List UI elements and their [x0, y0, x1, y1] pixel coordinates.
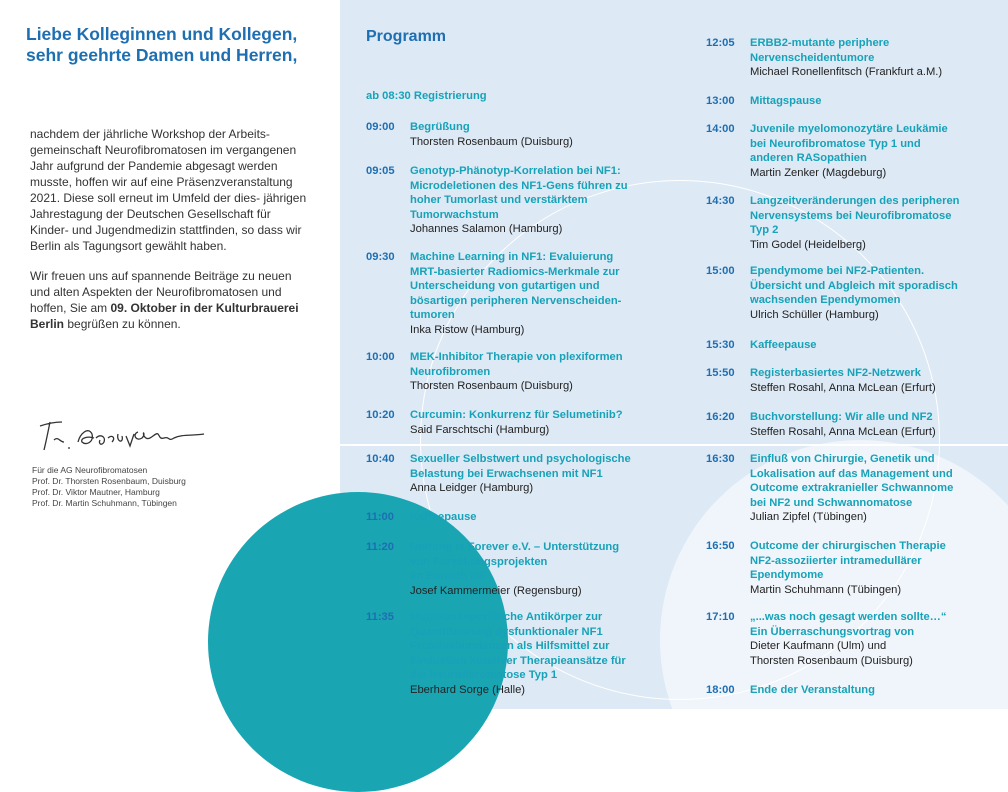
entry-title — [410, 510, 477, 525]
entry-title — [750, 194, 960, 238]
entry-title — [410, 408, 623, 423]
entry-title-line: Evaluation kurativer Therapieansätze für — [410, 654, 626, 667]
entry-title-line: Belastung bei Erwachsenen mit NF1 — [410, 467, 603, 480]
entry-title-line: Ependymome bei NF2-Patienten. — [750, 265, 925, 277]
entry-title-line: Lokalisation auf das Management und — [750, 467, 953, 480]
intro-paragraph-2 — [30, 268, 312, 332]
entry-title-line: Kaffeepause — [410, 511, 477, 523]
intro-p2-start: Wir freuen uns auf spannende Beiträge zu neuen und alten Aspekten der Neurofibromatosen und hoffen, Sie am — [30, 269, 292, 315]
entry-title — [750, 122, 948, 166]
entry-title-line: bei NF2 und Schwannomatose — [750, 496, 913, 509]
signers-line: Prof. Dr. Viktor Mautner, Hamburg — [32, 487, 160, 497]
entry-time: 14:00 — [706, 123, 735, 135]
entry-speaker: Martin Schuhmann (Tübingen) — [750, 583, 902, 596]
entry-title — [410, 350, 623, 379]
entry-speaker: Julian Zipfel (Tübingen) — [750, 511, 867, 523]
entry-title-line: Einfluß von Chirurgie, Genetik und — [750, 453, 935, 465]
entry-title-line: tumoren — [410, 309, 455, 321]
entry-title-line: Quantifizierung dysfunktionaler NF1 — [410, 625, 603, 638]
entry-title-line: Outcome der chirurgischen Therapie — [750, 540, 946, 552]
signers-line: Für die AG Neurofibromatosen — [32, 465, 148, 475]
entry-title-line: Curcumin: Konkurrenz für Selumetinib? — [410, 409, 623, 421]
entry-title-line: Machine Learning in NF1: Evaluierung — [410, 251, 614, 263]
entry-title-line: „...was noch gesagt werden sollte…“ — [750, 611, 947, 623]
entry-speaker: Steffen Rosahl, Anna McLean (Erfurt) — [750, 425, 936, 438]
entry-speaker: Dieter Kaufmann (Ulm) und Thorsten Rosenbaum (Duisburg) — [750, 640, 913, 667]
entry-title — [750, 539, 946, 583]
entry-time: 11:00 — [366, 511, 394, 523]
signature-image — [32, 412, 222, 456]
entry-time: 13:00 — [706, 95, 735, 107]
entry-time: 15:00 — [706, 265, 735, 277]
entry-title-line: Neurofibromen — [410, 365, 491, 378]
entry-title-line: MRT-basierter Radiomics-Merkmale zur — [410, 265, 620, 278]
entry-title-line: Übersicht und Abgleich mit sporadisch — [750, 279, 958, 292]
entry-speaker: Thorsten Rosenbaum (Duisburg) — [410, 380, 573, 392]
entry-title-line: Microdeletionen des NF1-Gens führen zu — [410, 179, 628, 192]
entry-time: 11:35 — [366, 611, 394, 623]
entry-title-line: Tumorwachstum — [410, 208, 499, 221]
entry-time: 12:05 — [706, 37, 735, 49]
greeting-line-2: sehr geehrte Damen und Herren, — [26, 45, 298, 65]
entry-title-line: Nothing is Forever e.V. – Unterstützung — [410, 541, 620, 553]
entry-title — [410, 120, 470, 135]
entry-title-line: wachsenden Ependymomen — [750, 294, 901, 306]
entry-title-line: im Bereich NF — [410, 570, 486, 582]
program-title: Programm — [366, 28, 447, 45]
entry-title — [410, 540, 619, 584]
intro-paragraph-1: nachdem der jährliche Workshop der Arbeits- gemeinschaft Neurofibromatosen im vergangenen Jahr aufgrund der Pandemie abgesagt werden musste, hoffen wir auf eine Präsenzveranstaltung 2021. Diese soll erneut im Umfeld der dies- jährigen Jahrestagung der Deutschen Gesellschaft für Kinder- und Jugendmedizin stattfinden, so dass wir Berlin als Tagungsort gewählt haben. — [30, 127, 307, 253]
entry-time: 15:50 — [706, 367, 735, 379]
entry-title-line: Sexueller Selbstwert und psychologische — [410, 453, 631, 465]
entry-title — [750, 338, 817, 353]
entry-title-line: MEK-Inhibitor Therapie von plexiformen — [410, 351, 623, 363]
entry-title-line: die Neurofibromatose Typ 1 — [410, 669, 558, 681]
entry-speaker: Eberhard Sorge (Halle) — [410, 683, 526, 696]
entry-time: 09:05 — [366, 165, 395, 177]
entry-time: 14:30 — [706, 195, 735, 207]
entry-time: 11:20 — [366, 541, 394, 553]
entry-title — [410, 452, 631, 481]
entry-title-line: NF2-assoziierter intramedullärer — [750, 554, 922, 567]
entry-title-line: Registerbasiertes NF2-Netzwerk — [750, 367, 921, 379]
entry-time: 17:10 — [706, 611, 735, 623]
entry-title — [750, 683, 875, 698]
entry-title-line: Begrüßung — [410, 121, 470, 133]
entry-title — [750, 264, 958, 308]
entry-title-line: Ependymome — [750, 569, 824, 581]
entry-speaker: Steffen Rosahl, Anna McLean (Erfurt) — [750, 381, 936, 394]
entry-speaker: Anna Leidger (Hamburg) — [410, 482, 534, 494]
entry-title-line: Proteinabundanzen als Hilfsmittel zur — [410, 640, 610, 652]
entry-title — [750, 36, 889, 65]
intro-p2-highlight: 09. Oktober in der Kulturbrauerei Berlin — [30, 301, 299, 331]
entry-title — [750, 410, 933, 425]
signers-line: Prof. Dr. Martin Schuhmann, Tübingen — [32, 498, 177, 508]
entry-title-line: Mutationsspezifische Antikörper zur — [410, 611, 603, 623]
entry-title-line: bei Neurofibromatose Typ 1 und — [750, 137, 921, 150]
entry-speaker: Michael Ronellenfitsch (Frankfurt a.M.) — [750, 66, 943, 78]
intro-text — [30, 126, 312, 346]
entry-title-line: Mittagspause — [750, 95, 822, 107]
entry-title-line: ERBB2-mutante periphere — [750, 37, 890, 49]
entry-time: 10:40 — [366, 453, 395, 465]
entry-time: 15:30 — [706, 339, 735, 351]
entry-title-line: Ein Überraschungsvortrag von — [750, 625, 915, 638]
entry-title-line: Outcome extrakranieller Schwannome — [750, 482, 954, 494]
decorative-divider — [340, 444, 1008, 446]
greeting-heading — [26, 24, 326, 66]
entry-title-line: Juvenile myelomonozytäre Leukämie — [750, 123, 948, 135]
entry-speaker: Tim Godel (Heidelberg) — [750, 238, 866, 251]
signers-list — [32, 465, 186, 509]
entry-title — [750, 366, 921, 381]
entry-time: 16:50 — [706, 540, 735, 552]
entry-time: 10:00 — [366, 351, 395, 363]
entry-title-line: Kaffeepause — [750, 339, 817, 351]
entry-title-line: bösartigen peripheren Nervenscheiden- — [410, 294, 622, 307]
entry-time: 09:00 — [366, 121, 395, 133]
entry-title-line: von Forschungsprojekten — [410, 555, 548, 568]
entry-title-line: Buchvorstellung: Wir alle und NF2 — [750, 411, 933, 423]
entry-title — [410, 164, 628, 222]
entry-speaker: Inka Ristow (Hamburg) — [410, 323, 525, 336]
entry-title-line: Typ 2 — [750, 224, 779, 236]
greeting-line-1: Liebe Kolleginnen und Kollegen, — [26, 24, 298, 44]
entry-speaker: Johannes Salamon (Hamburg) — [410, 223, 563, 235]
entry-title-line: hoher Tumorlast und verstärktem — [410, 194, 588, 206]
entry-speaker: Ulrich Schüller (Hamburg) — [750, 308, 879, 321]
entry-title-line: Nervensystems bei Neurofibromatose — [750, 209, 952, 222]
entry-time: 16:30 — [706, 453, 735, 465]
entry-speaker: Thorsten Rosenbaum (Duisburg) — [410, 135, 573, 148]
entry-speaker: Said Farschtschi (Hamburg) — [410, 423, 550, 436]
entry-title-line: Ende der Veranstaltung — [750, 684, 875, 696]
entry-title — [750, 94, 822, 109]
entry-title — [410, 250, 621, 323]
registration-line: ab 08:30 Registrierung — [366, 90, 487, 102]
entry-title-line: Nervenscheidentumore — [750, 51, 875, 64]
entry-speaker: Martin Zenker (Magdeburg) — [750, 166, 887, 179]
entry-time: 09:30 — [366, 251, 395, 263]
intro-p2-end: begrüßen zu können. — [64, 317, 181, 331]
entry-title-line: Unterscheidung von gutartigen und — [410, 280, 600, 292]
entry-time: 16:20 — [706, 411, 735, 423]
entry-title — [750, 610, 946, 639]
entry-title-line: anderen RASopathien — [750, 152, 867, 164]
entry-time: 18:00 — [706, 684, 735, 696]
entry-title-line: Langzeitveränderungen des peripheren — [750, 195, 960, 207]
signers-line: Prof. Dr. Thorsten Rosenbaum, Duisburg — [32, 476, 186, 486]
entry-title — [410, 610, 626, 683]
entry-title — [750, 452, 953, 510]
entry-title-line: Genotyp-Phänotyp-Korrelation bei NF1: — [410, 165, 621, 177]
entry-speaker: Josef Kammermeier (Regensburg) — [410, 584, 582, 597]
entry-time: 10:20 — [366, 409, 395, 421]
